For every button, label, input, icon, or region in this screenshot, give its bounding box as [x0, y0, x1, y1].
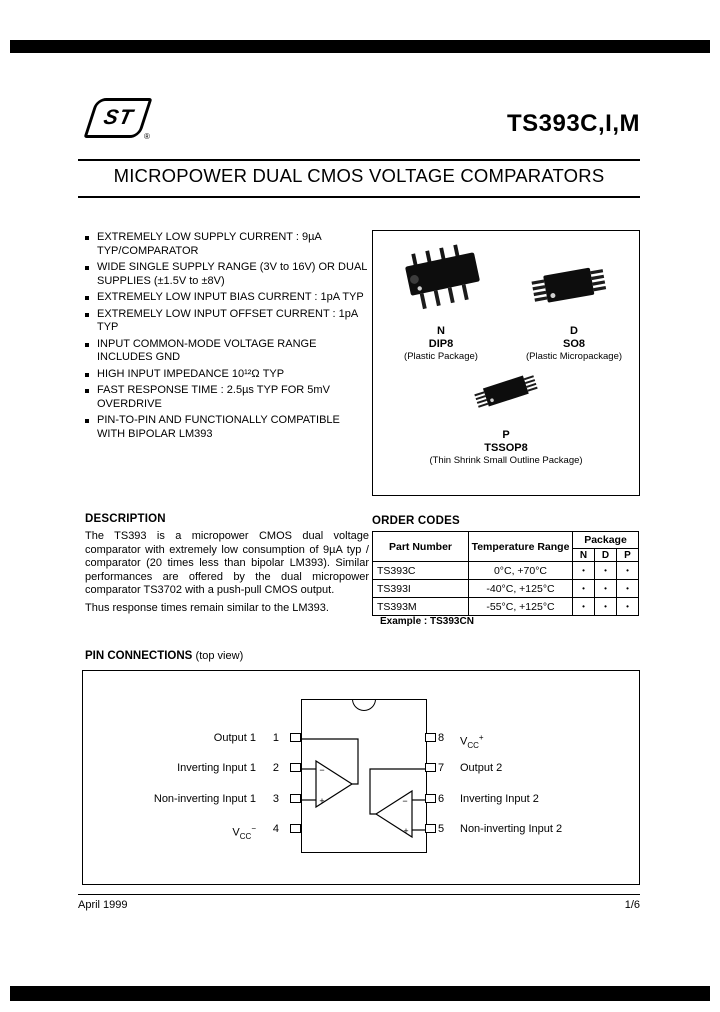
pin-label: Non-inverting Input 1: [153, 793, 256, 805]
order-package-dot: •: [573, 562, 595, 580]
bullet-icon: [85, 236, 89, 240]
pin-number: 7: [438, 762, 445, 774]
dip8-code: N: [437, 325, 445, 337]
order-part-cell: TS393I: [373, 580, 469, 598]
feature-text: FAST RESPONSE TIME : 2.5µs TYP FOR 5mV OVERDRIVE: [97, 384, 330, 410]
feature-item: [85, 414, 369, 441]
features-list: [85, 231, 369, 444]
order-row: [373, 598, 639, 616]
vcc-sup: −: [251, 824, 256, 833]
pin-number: 4: [272, 823, 279, 835]
feature-text: INPUT COMMON-MODE VOLTAGE RANGE INCLUDES GND: [97, 337, 317, 363]
dip8-caption: [379, 325, 503, 363]
order-package-dot: •: [573, 598, 595, 616]
col-temperature-range: Temperature Range: [469, 532, 573, 562]
so8-package-icon: [525, 259, 613, 315]
pin-number: 5: [438, 823, 445, 835]
feature-item: [85, 338, 369, 365]
tssop8-desc: (Thin Shrink Small Outline Package): [429, 455, 583, 466]
vcc-base: V: [460, 735, 468, 748]
pin-number: 2: [272, 762, 279, 774]
feature-item: [85, 231, 369, 258]
feature-text: EXTREMELY LOW SUPPLY CURRENT : 9µA TYP/COMPARATOR: [97, 231, 322, 257]
col-package-p: P: [617, 549, 639, 562]
order-row: [373, 580, 639, 598]
order-part-cell: TS393M: [373, 598, 469, 616]
vcc-base: V: [232, 826, 240, 839]
svg-text:−: −: [319, 765, 325, 775]
pin-label: Inverting Input 2: [460, 793, 539, 805]
pin-stub: [425, 763, 436, 772]
feature-item: [85, 308, 369, 335]
pin-stub: [290, 794, 301, 803]
footer-date: April 1999: [78, 899, 128, 911]
pin-stub: [290, 824, 301, 833]
pin-connections-title: PIN CONNECTIONS: [85, 650, 193, 662]
order-package-dot: •: [573, 580, 595, 598]
col-package-n: N: [573, 549, 595, 562]
order-row: [373, 562, 639, 580]
dip8-desc: (Plastic Package): [404, 351, 478, 362]
so8-desc: (Plastic Micropackage): [525, 351, 623, 362]
pin-connections-suffix: (top view): [195, 650, 244, 662]
feature-text: EXTREMELY LOW INPUT BIAS CURRENT : 1pA TYP: [97, 291, 364, 303]
order-package-dot: •: [617, 580, 639, 598]
tssop8-code: P: [502, 429, 510, 441]
feature-text: EXTREMELY LOW INPUT OFFSET CURRENT : 1pA TYP: [97, 307, 358, 333]
pin-number: 1: [272, 732, 279, 744]
tssop8-package-icon: [461, 363, 551, 421]
so8-name: SO8: [562, 338, 585, 350]
bullet-icon: [85, 389, 89, 393]
order-temp-cell: -40°C, +125°C: [469, 580, 573, 598]
pin-connections-heading: [85, 650, 243, 662]
feature-item: [85, 368, 369, 382]
st-logo-shape: [84, 98, 153, 138]
packages-panel: [372, 230, 640, 496]
order-temp-cell: 0°C, +70°C: [469, 562, 573, 580]
pin-number: 8: [438, 732, 445, 744]
description-text: [85, 530, 369, 616]
pin-label: Output 1: [213, 732, 256, 744]
vcc-sub: CC: [467, 740, 479, 750]
feature-item: [85, 384, 369, 411]
svg-text:−: −: [402, 796, 408, 806]
feature-item: [85, 261, 369, 288]
part-number: TS393C,I,M: [506, 110, 640, 137]
dip8-name: DIP8: [428, 338, 454, 350]
feature-text: WIDE SINGLE SUPPLY RANGE (3V to 16V) OR DUAL SUPPLIES (±1.5V to ±8V): [97, 261, 367, 287]
pin-stub: [425, 733, 436, 742]
order-package-dot: •: [595, 598, 617, 616]
title-rule-bottom: [78, 196, 640, 198]
order-codes-heading: ORDER CODES: [372, 515, 460, 527]
order-codes-example: Example : TS393CN: [380, 616, 474, 627]
pin-label: [460, 731, 635, 753]
pin-number: 6: [438, 793, 445, 805]
st-logo: [84, 94, 154, 146]
title-rule-top: [78, 159, 640, 161]
order-package-dot: •: [617, 598, 639, 616]
pin-label: Output 2: [460, 762, 503, 774]
description-para1: The TS393 is a micropower CMOS dual voltage comparator with extremely low consumption of 9µA typ / comparator (20 times less than bipolar LM393). Similar performances are offered by the dual micropower comparator TS3702 with a push-pull CMOS output.: [85, 530, 369, 597]
order-part-cell: TS393C: [373, 562, 469, 580]
bullet-icon: [85, 343, 89, 347]
svg-text:+: +: [403, 826, 409, 836]
pin-label: [83, 822, 256, 844]
col-package: Package: [573, 532, 639, 549]
order-package-dot: •: [617, 562, 639, 580]
col-part-number: Part Number: [373, 532, 469, 562]
pin-stub: [290, 733, 301, 742]
comparator-symbols: [302, 700, 426, 852]
pin-number: 3: [272, 793, 279, 805]
dip8-package-icon: [389, 241, 499, 321]
footer-rule: [78, 894, 640, 895]
bullet-icon: [85, 266, 89, 270]
chip-body: [301, 699, 427, 853]
order-temp-cell: -55°C, +125°C: [469, 598, 573, 616]
feature-text: HIGH INPUT IMPEDANCE 10¹²Ω TYP: [97, 367, 285, 380]
st-logo-text: ST: [101, 106, 136, 129]
bullet-icon: [85, 313, 89, 317]
footer-page-number: 1/6: [624, 899, 640, 911]
bullet-icon: [85, 419, 89, 423]
col-package-d: D: [595, 549, 617, 562]
so8-caption: [515, 325, 633, 363]
page-title: MICROPOWER DUAL CMOS VOLTAGE COMPARATORS: [113, 165, 605, 186]
feature-text: PIN-TO-PIN AND FUNCTIONALLY COMPATIBLE WITH BIPOLAR LM393: [97, 414, 340, 440]
pin-stub: [290, 763, 301, 772]
order-codes-table: [372, 531, 639, 616]
top-rule-bar: [10, 40, 710, 53]
pin-label: Non-inverting Input 2: [460, 823, 563, 835]
pin-stub: [425, 824, 436, 833]
pin-diagram: [82, 670, 640, 885]
vcc-sub: CC: [239, 831, 252, 841]
tssop8-name: TSSOP8: [484, 442, 528, 454]
description-heading: DESCRIPTION: [85, 513, 166, 525]
bullet-icon: [85, 373, 89, 377]
vcc-sup: +: [478, 733, 484, 742]
order-package-dot: •: [595, 580, 617, 598]
order-package-dot: •: [595, 562, 617, 580]
registered-mark: ®: [144, 132, 150, 141]
description-para2: Thus response times remain similar to the LM393.: [85, 601, 329, 614]
pin-label: Inverting Input 1: [177, 762, 256, 774]
bullet-icon: [85, 296, 89, 300]
feature-item: [85, 291, 369, 305]
bottom-rule-bar: [10, 986, 710, 1001]
svg-text:+: +: [319, 796, 325, 806]
so8-code: D: [570, 325, 578, 337]
tssop8-caption: [373, 429, 639, 467]
order-codes-tbody: [373, 562, 639, 616]
pin-stub: [425, 794, 436, 803]
